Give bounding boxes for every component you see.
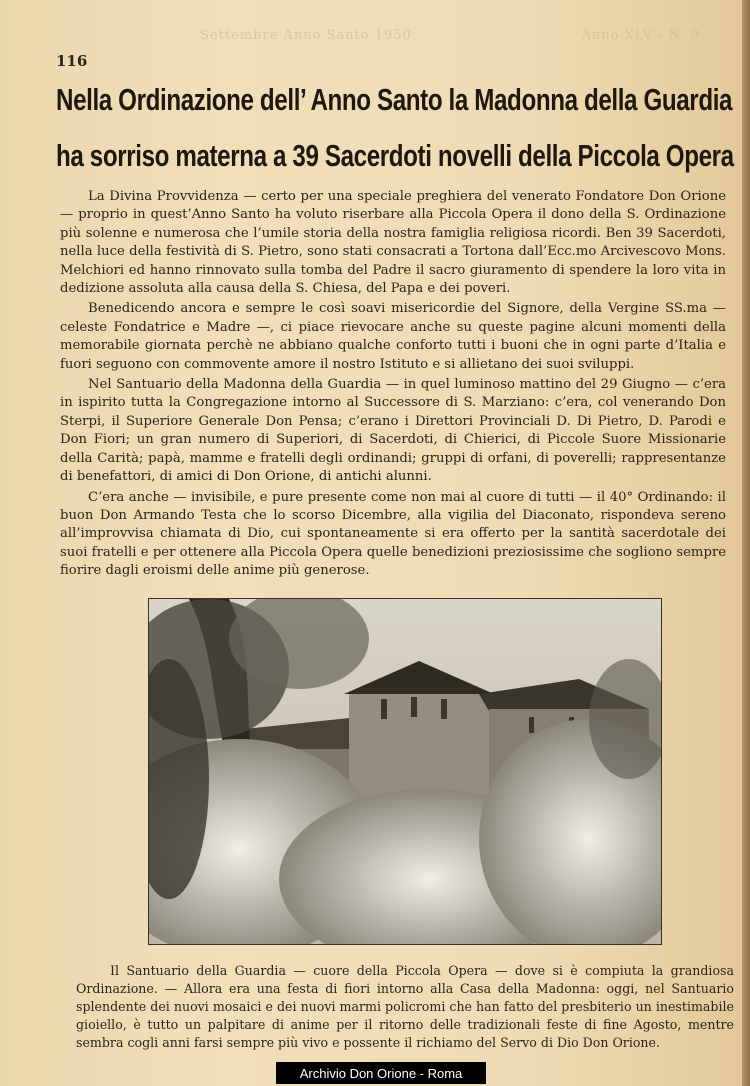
page-edge xyxy=(742,0,750,1086)
santuario-photo xyxy=(148,598,662,945)
archive-footer: Archivio Don Orione - Roma xyxy=(276,1062,486,1084)
article-body xyxy=(60,188,726,583)
paragraph: Benedicendo ancora e sempre le così soavi misericordie del Signore, della Vergine SS.ma — celeste Fondatrice e Madre —, ci piace rievocare anche su queste pagine alcuni momenti della memorabile giornata perchè ne abbiano qualche conforto tutti i buoni che in ogni parte d’Italia e fuori seguono con commovente amore il nostro Istituto e si allietano dei suoi sviluppi. xyxy=(60,301,726,372)
ghost-header-left: Settembre Anno Santo 1950 xyxy=(200,28,412,43)
ghost-header-right: Anno XLV - N. 9 xyxy=(581,28,700,43)
paragraph: Nel Santuario della Madonna della Guardia — in quel luminoso mattino del 29 Giugno — c’era in ispirito tutta la Congregazione intorno al Successore di S. Marziano: c’era, col venerando Don Sterpi, il Superiore Generale Don Pensa; c’erano i Direttori Provinciali D. Di Pietro, D. Parodi e Don Fiori; un gran numero di Superiori, di Sacerdoti, di Chierici, di Piccole Suore Missionarie della Carità; papà, mamme e fratelli degli ordinandi; gruppi di orfani, di poverelli; rappresentanze di benefattori, di amici di Don Orione, di antichi alunni. xyxy=(60,377,726,485)
page-number: 116 xyxy=(56,52,88,70)
paragraph: C’era anche — invisibile, e pure presente come non mai al cuore di tutti — il 40° Ordinando: il buon Don Armando Testa che lo scorso Dicembre, alla vigilia del Diaconato, rispondeva sereno all’improvvisa chiamata di Dio, cui spontaneamente si era offerto per la santità sacerdotale dei suoi fratelli e per ottenere alla Piccola Opera quelle benedizioni preziosissime che sogliono sempre fiorire dagli eroismi delle anime più generose. xyxy=(60,489,726,579)
article-title-line-1: Nella Ordinazione dell’ Anno Santo la Madonna della Guardia xyxy=(56,82,733,117)
article-title-line-2: ha sorriso materna a 39 Sacerdoti novelli della Piccola Opera xyxy=(56,138,734,173)
bleed-through-header xyxy=(200,28,700,43)
paragraph: La Divina Provvidenza — certo per una speciale preghiera del venerato Fondatore Don Orione — proprio in quest’Anno Santo ha voluto riserbare alla Piccola Opera il dono della S. Ordinazione più solenne e numerosa che l’umile storia della nostra famiglia religiosa ricordi. Ben 39 Sacerdoti, nella luce della festività di S. Pietro, sono stati consacrati a Tortona dall’Ecc.mo Arcivescovo Mons. Melchiori ed hanno rinnovato sulla tomba del Padre il sacro giuramento di spendere la loro vita in dedizione assoluta alla causa della S. Chiesa, del Papa e dei poveri. xyxy=(60,189,726,297)
photo-caption: Il Santuario della Guardia — cuore della Piccola Opera — dove si è compiuta la grandiosa Ordinazione. — Allora era una festa di fiori intorno alla Casa della Madonna: oggi, nel Santuario splendente dei nuovi mosaici e dei nuovi marmi policromi che han fatto del presbiterio un inestimabile gioiello, è tutto un palpitare di anime per il ritorno delle tradizionali feste di fine Agosto, mentre sembra cogli anni farsi sempre più vivo e possente il richiamo del Servo di Dio Don Orione. xyxy=(76,963,734,1050)
